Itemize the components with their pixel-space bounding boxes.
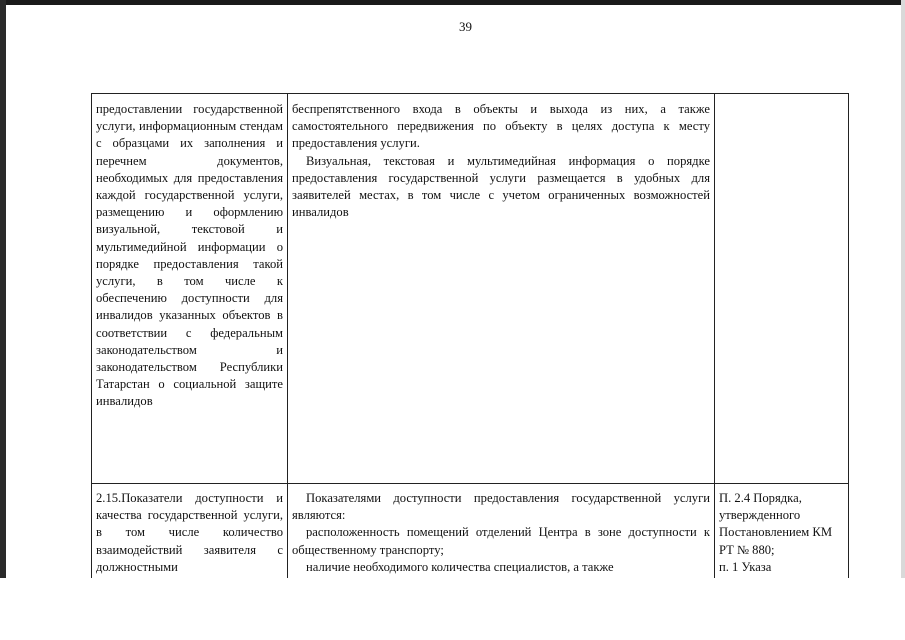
scan-border-left	[0, 0, 6, 640]
cell-reference-text: п. 1 Указа	[719, 559, 772, 574]
cell-text: предоставлении государственной услуги, информационным стендам с образцами их заполнения и перечнем документов, необходимых для предоставления каждой государственной услуги, размещению и оформлению визуальной, текстовой и мультимедийной информации о порядке предоставления такой услуги, в том числе к обеспечению доступности для инвалидов указанных объектов в соответствии с федеральным законодательством и законодательством Республики Татарстан о социальной защите инвалидов	[96, 102, 283, 409]
table-cell-content	[288, 94, 715, 484]
cell-reference-text: П. 2.4 Порядка, утвержденного Постановлением КМ РТ № 880;	[719, 491, 833, 557]
scan-border-top	[0, 0, 905, 5]
table-cell-content	[288, 484, 715, 591]
cell-paragraph: наличие необходимого количества специалистов, а также	[306, 559, 614, 574]
regulation-table	[91, 93, 849, 591]
table-cell-reference	[715, 94, 849, 484]
cell-paragraph: расположенность помещений отделений Центра в зоне доступности к общественному транспорту;	[292, 525, 710, 557]
cell-paragraph: Показателями доступности предоставления государственной услуги являются:	[292, 491, 710, 523]
table-cell-reference	[715, 484, 849, 591]
table-row	[92, 94, 849, 484]
table-cell-requirement	[92, 94, 288, 484]
cell-text: 2.15.Показатели доступности и качества государственной услуги, в том числе количество взаимодействий заявителя с должностными	[96, 491, 283, 574]
scan-border-right	[901, 0, 905, 640]
cell-paragraph: Визуальная, текстовая и мультимедийная информация о порядке предоставления государственной услуги размещается в удобных для заявителей местах, в том числе с учетом ограниченных возможностей инвалидов	[292, 153, 710, 220]
table-row	[92, 484, 849, 591]
cell-paragraph: беспрепятственного входа в объекты и выхода из них, а также самостоятельного передвижения по объекту в целях доступа к месту предоставления услуги.	[292, 102, 710, 151]
page-bottom-margin	[0, 578, 905, 640]
table-cell-requirement	[92, 484, 288, 591]
page-number: 39	[459, 19, 472, 34]
